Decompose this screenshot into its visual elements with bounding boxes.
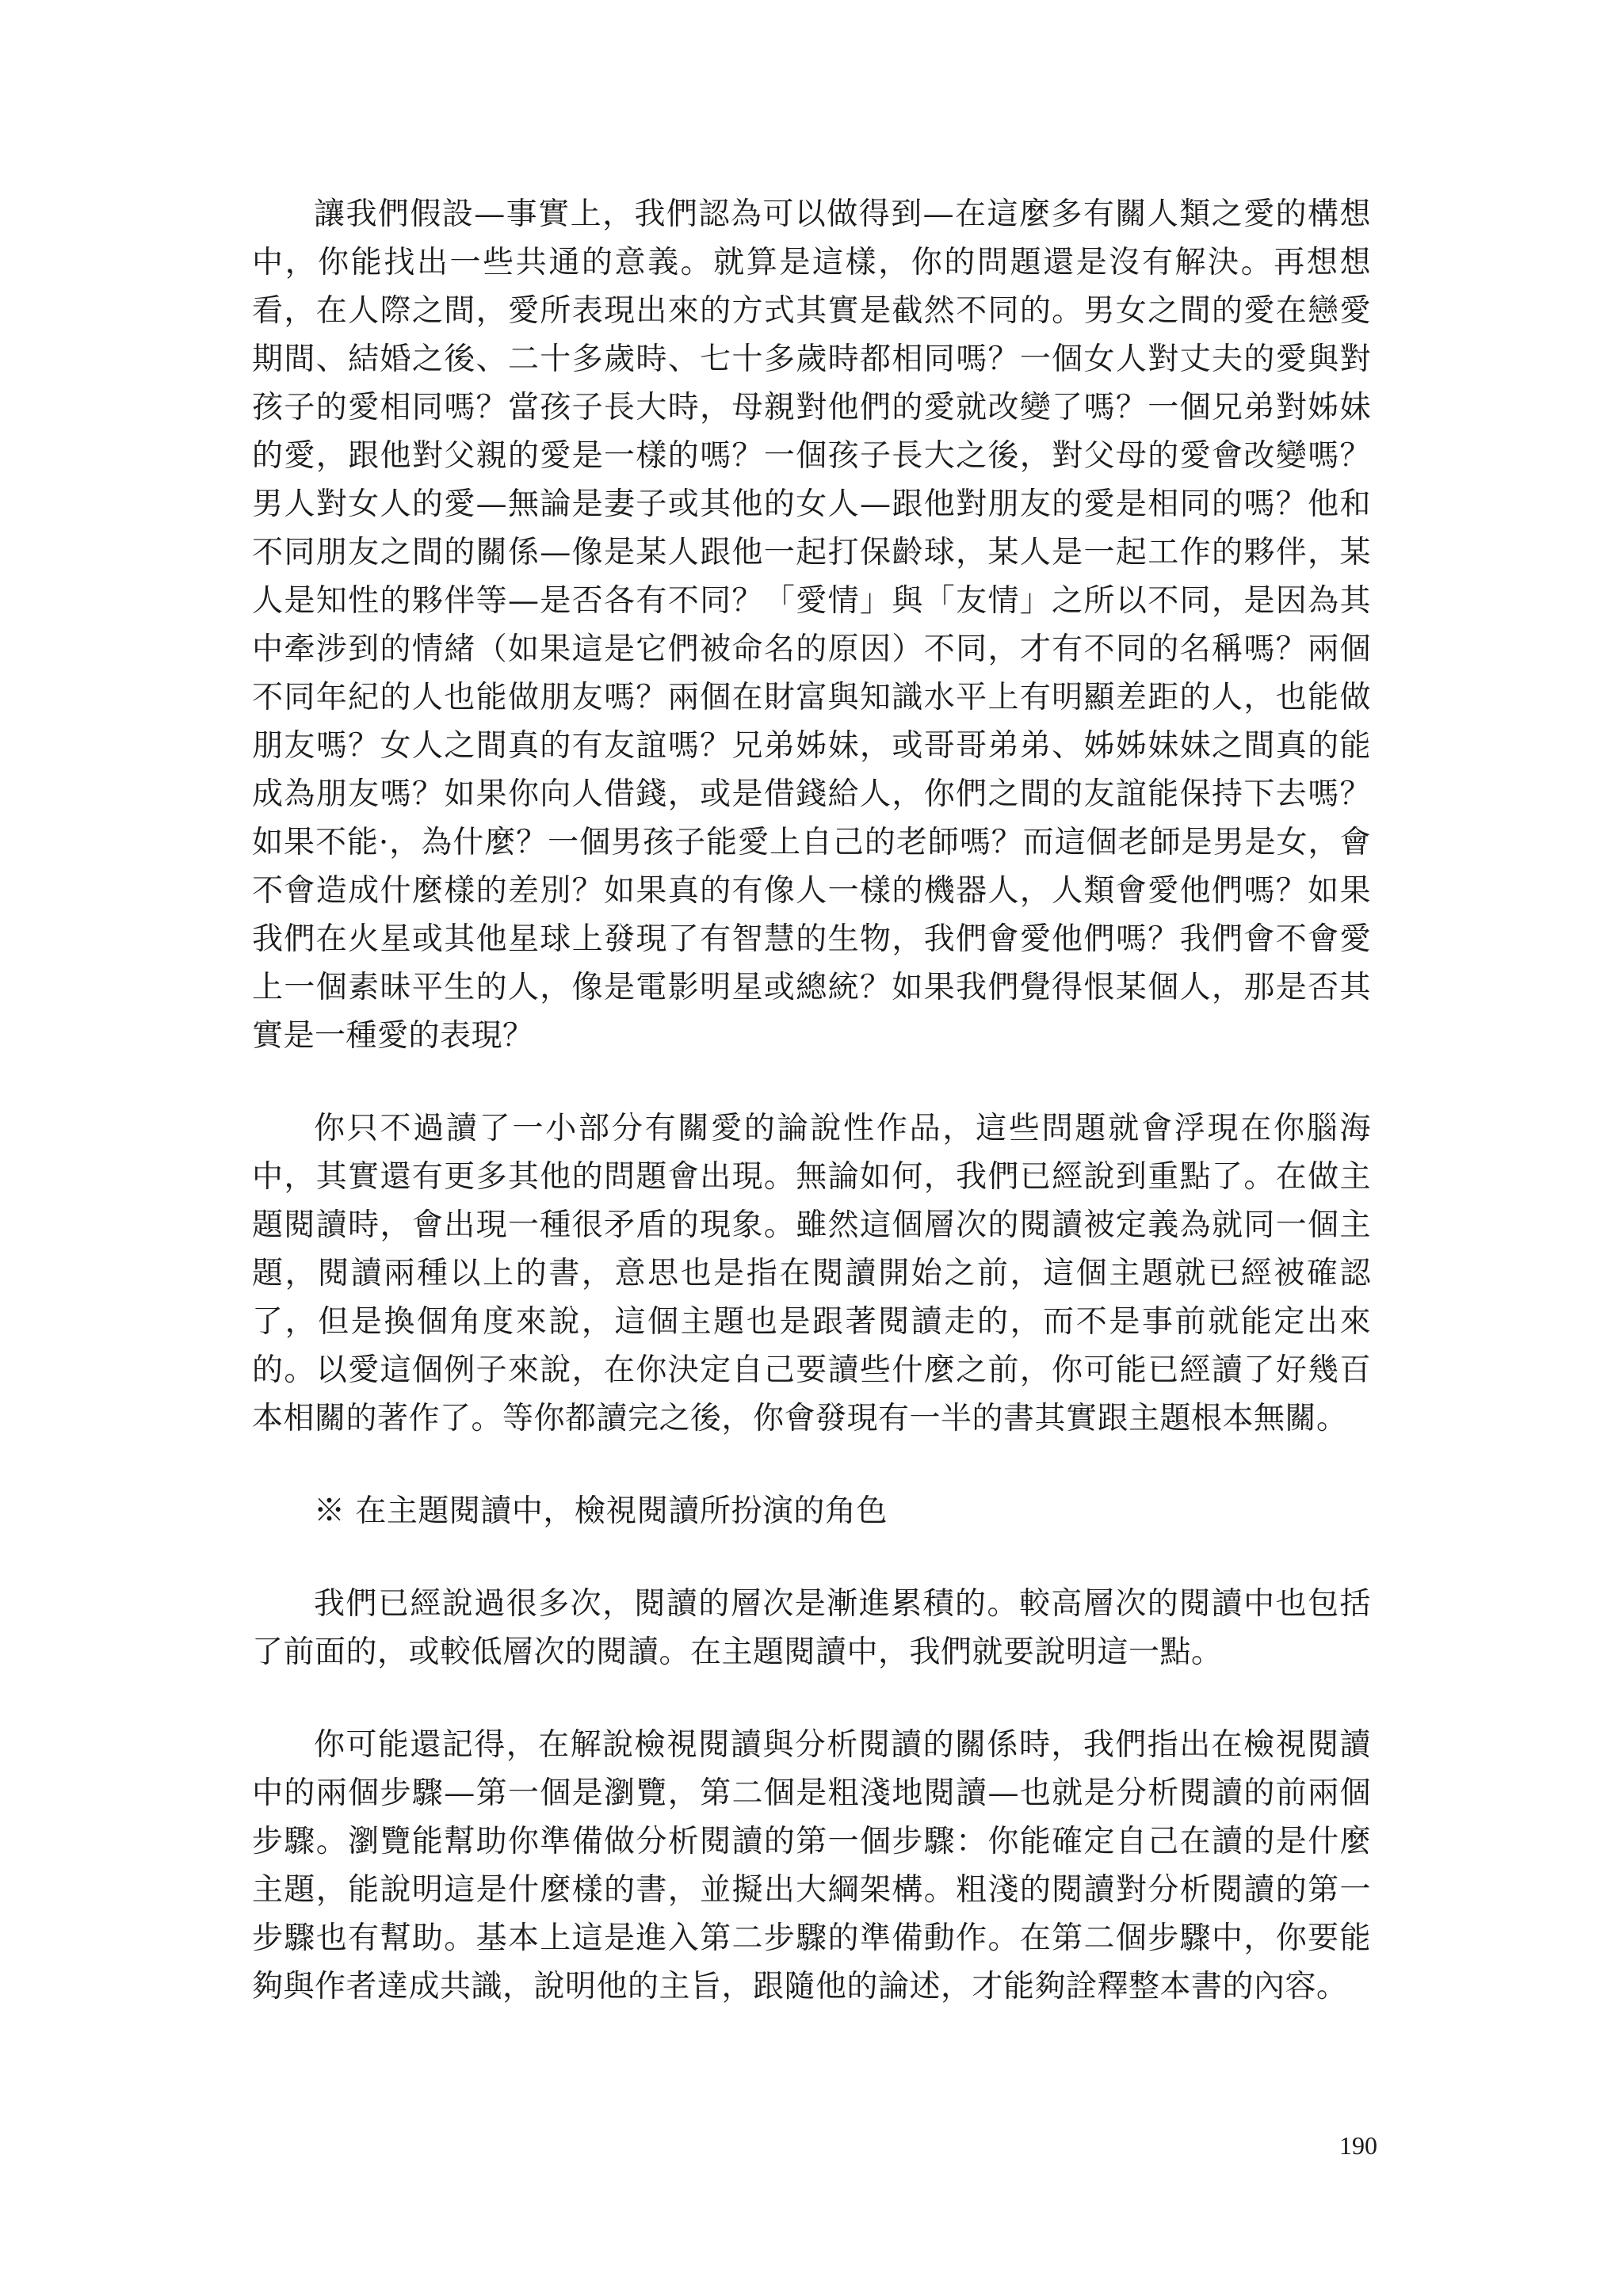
- section-heading: ※ 在主題閱讀中，檢視閱讀所扮演的角色: [314, 1493, 888, 1529]
- paragraph-4: 你可能還記得，在解說檢視閱讀與分析閱讀的關係時，我們指出在檢視閱讀中的兩個步驟—第一個是瀏覽，第二個是粗淺地閱讀—也就是分析閱讀的前兩個步驟。瀏覽能幫助你準備做分析閱讀的第一個步驟：你能確定自己在讀的是什麼主題，能說明這是什麼樣的書，並擬出大綱架構。粗淺的閱讀對分析閱讀的第一步驟也有幫助。基本上這是進入第二步驟的準備動作。在第二個步驟中，你要能夠與作者達成共識，說明他的主旨，跟隨他的論述，才能夠詮釋整本書的內容。: [252, 1727, 1371, 2004]
- paragraph-2: 你只不過讀了一小部分有關愛的論說性作品，這些問題就會浮現在你腦海中，其實還有更多其他的問題會出現。無論如何，我們已經說到重點了。在做主題閱讀時，會出現一種很矛盾的現象。雖然這個層次的閱讀被定義為就同一個主題，閱讀兩種以上的書，意思也是指在閱讀開始之前，這個主題就已經被確認了，但是換個角度來說，這個主題也是跟著閱讀走的，而不是事前就能定出來的。以愛這個例子來說，在你決定自己要讀些什麼之前，你可能已經讀了好幾百本相關的著作了。等你都讀完之後，你會發現有一半的書其實跟主題根本無關。: [252, 1111, 1371, 1436]
- document-body: [252, 190, 1371, 2011]
- paragraph-1: 讓我們假設—事實上，我們認為可以做得到—在這麼多有關人類之愛的構想中，你能找出一些共通的意義。就算是這樣，你的問題還是沒有解決。再想想看，在人際之間，愛所表現出來的方式其實是截然不同的。男女之間的愛在戀愛期間、結婚之後、二十多歲時、七十多歲時都相同嗎？一個女人對丈夫的愛與對孩子的愛相同嗎？當孩子長大時，母親對他們的愛就改變了嗎？一個兄弟對姊妹的愛，跟他對父親的愛是一樣的嗎？一個孩子長大之後，對父母的愛會改變嗎？男人對女人的愛—無論是妻子或其他的女人—跟他對朋友的愛是相同的嗎？他和不同朋友之間的關係—像是某人跟他一起打保齡球，某人是一起工作的夥伴，某人是知性的夥伴等—是否各有不同？「愛情」與「友情」之所以不同，是因為其中牽涉到的情緒（如果這是它們被命名的原因）不同，才有不同的名稱嗎？兩個不同年紀的人也能做朋友嗎？兩個在財富與知識水平上有明顯差距的人，也能做朋友嗎？女人之間真的有友誼嗎？兄弟姊妹，或哥哥弟弟、姊姊妹妹之間真的能成為朋友嗎？如果你向人借錢，或是借錢給人，你們之間的友誼能保持下去嗎？如果不能·，為什麼？一個男孩子能愛上自己的老師嗎？而這個老師是男是女，會不會造成什麼樣的差別？如果真的有像人一樣的機器人，人類會愛他們嗎？如果我們在火星或其他星球上發現了有智慧的生物，我們會愛他們嗎？我們會不會愛上一個素昧平生的人，像是電影明星或總統？如果我們覺得恨某個人，那是否其實是一種愛的表現？: [252, 196, 1371, 1054]
- page-number: 190: [1339, 2131, 1377, 2160]
- paragraph-3: 我們已經說過很多次，閱讀的層次是漸進累積的。較高層次的閱讀中也包括了前面的，或較低層次的閱讀。在主題閱讀中，我們就要說明這一點。: [252, 1586, 1371, 1670]
